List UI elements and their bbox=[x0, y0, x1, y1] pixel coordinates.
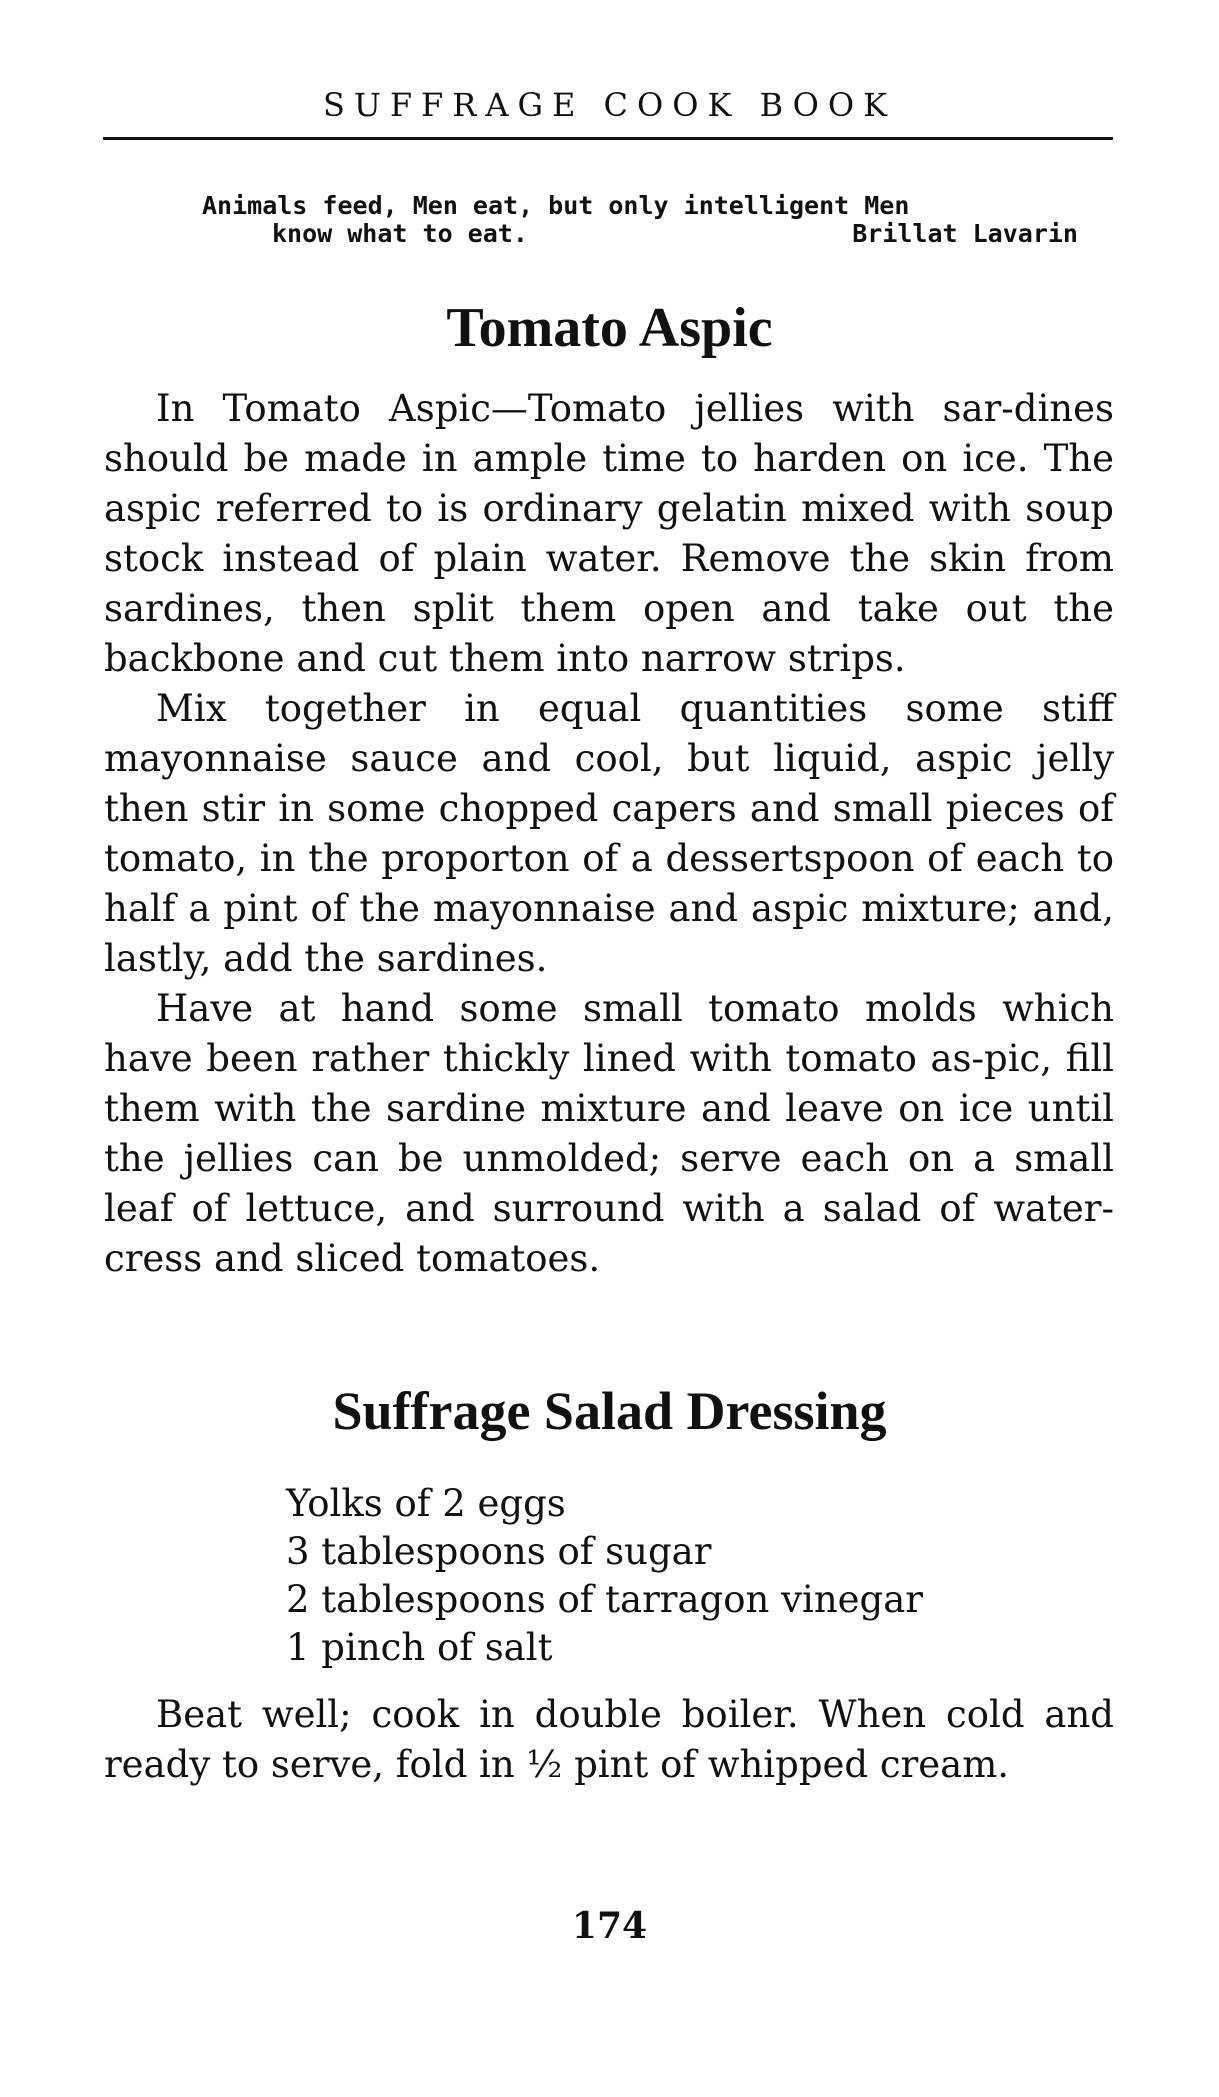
recipe-body-salad-dressing bbox=[104, 1690, 1114, 1790]
running-head: SUFFRAGE COOK BOOK bbox=[322, 86, 897, 124]
ingredient-list bbox=[286, 1480, 1086, 1672]
paragraph: Mix together in equal quantities some stiff mayonnaise sauce and cool, but liquid, aspic jelly then stir in some chopped capers and small pieces of tomato, in the proporton of a dessertspoon of each to half a pint of the mayonnaise and aspic mixture; and, lastly, add the sardines. bbox=[104, 687, 1114, 980]
recipe-body-tomato-aspic bbox=[104, 384, 1114, 1284]
ingredient-item: 1 pinch of salt bbox=[286, 1626, 553, 1669]
page-number: 174 bbox=[571, 1905, 648, 1947]
ingredient-item: 3 tablespoons of sugar bbox=[286, 1530, 712, 1573]
paragraph: Have at hand some small tomato molds which have been rather thickly lined with tomato as-pic, fill them with the sardine mixture and leave on ice until the jellies can be unmolded; serve each on a small leaf of lettuce, and surround with a salad of water-cress and sliced tomatoes. bbox=[104, 987, 1114, 1280]
ingredient-item: Yolks of 2 eggs bbox=[286, 1482, 566, 1525]
recipe-title-salad-dressing: Suffrage Salad Dressing bbox=[332, 1381, 887, 1441]
epigraph-line-2-text: know what to eat. bbox=[272, 219, 528, 248]
epigraph bbox=[202, 192, 1102, 248]
epigraph-line-2 bbox=[202, 220, 1102, 248]
epigraph-line-1: Animals feed, Men eat, but only intelligent Men bbox=[202, 191, 910, 220]
paragraph: In Tomato Aspic—Tomato jellies with sar-dines should be made in ample time to harden on ice. The aspic referred to is ordinary gelatin mixed with soup stock instead of plain water. Remove the skin from sardines, then split them open and take out the backbone and cut them into narrow strips. bbox=[104, 387, 1114, 680]
recipe-title-tomato-aspic: Tomato Aspic bbox=[446, 297, 773, 359]
paragraph: Beat well; cook in double boiler. When cold and ready to serve, fold in ½ pint of whipped cream. bbox=[104, 1693, 1114, 1786]
header-rule bbox=[103, 137, 1113, 140]
ingredient-item: 2 tablespoons of tarragon vinegar bbox=[286, 1578, 923, 1621]
epigraph-attribution: Brillat Lavarin bbox=[852, 219, 1078, 248]
